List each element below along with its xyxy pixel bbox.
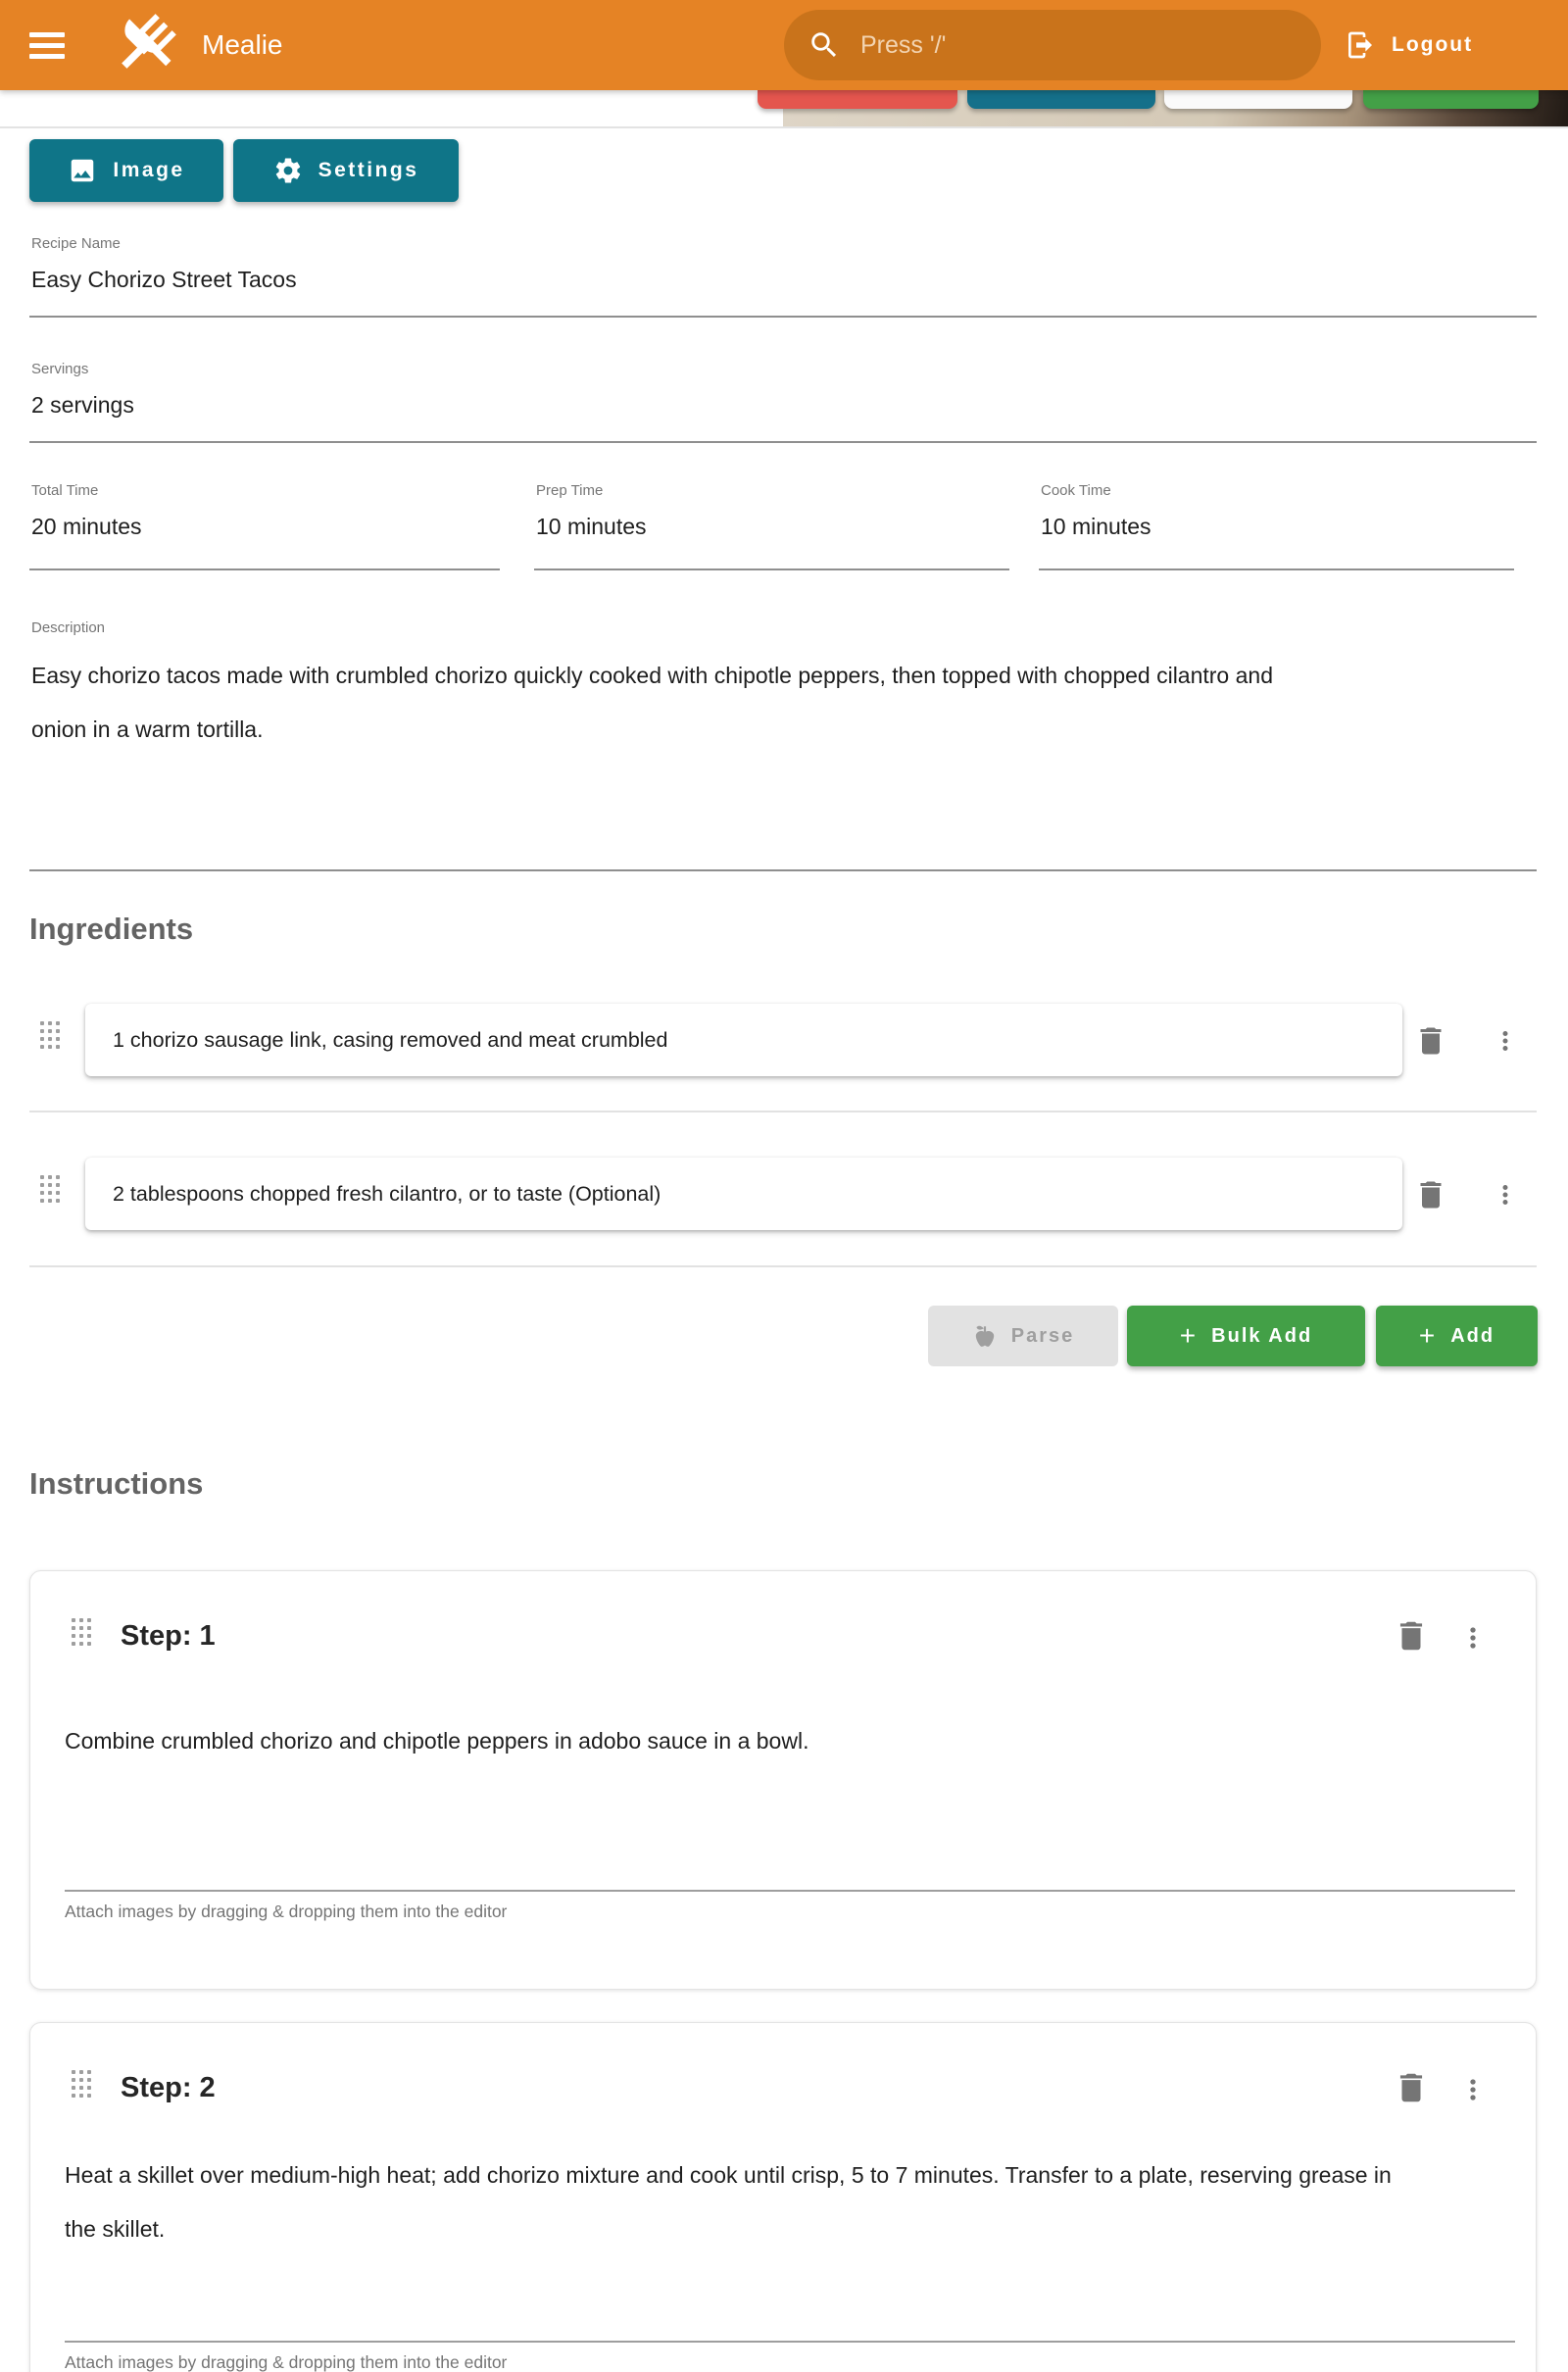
search-bar[interactable] (784, 10, 1321, 80)
settings-button-label: Settings (318, 159, 419, 181)
drag-handle-icon[interactable] (40, 1175, 60, 1203)
ingredient-input[interactable] (85, 1004, 1402, 1076)
delete-ingredient-button[interactable] (1409, 1019, 1452, 1062)
servings-underline (29, 441, 1537, 443)
app-title: Mealie (202, 29, 283, 60)
ingredients-heading: Ingredients (29, 912, 194, 946)
recipe-name-input[interactable] (31, 267, 1501, 293)
settings-button[interactable] (233, 139, 459, 202)
recipe-name-underline (29, 316, 1537, 318)
image-icon (68, 156, 97, 185)
step-card (29, 2022, 1537, 2372)
prep-time-underline (534, 568, 1009, 570)
description-textarea[interactable] (31, 649, 1296, 845)
hero-strip (0, 90, 1568, 128)
drag-handle-icon[interactable] (72, 2070, 91, 2098)
ingredient-menu-button[interactable] (1484, 1173, 1527, 1216)
recipe-name-label: Recipe Name (31, 235, 121, 252)
step-title: Step: 2 (121, 2072, 216, 2103)
instructions-heading: Instructions (29, 1466, 204, 1501)
add-button-label: Add (1450, 1324, 1495, 1347)
app-header (0, 0, 1568, 90)
mealie-logo-icon (110, 10, 180, 80)
total-time-underline (29, 568, 500, 570)
delete-step-button[interactable] (1390, 2066, 1433, 2109)
trash-icon (1393, 1617, 1430, 1655)
description-label: Description (31, 619, 106, 636)
cook-time-underline (1039, 568, 1514, 570)
apple-icon (972, 1323, 998, 1349)
kebab-icon (1491, 1026, 1520, 1056)
plus-icon: + (1418, 1320, 1438, 1351)
prep-time-label: Prep Time (536, 482, 604, 499)
ingredient-divider (29, 1111, 1537, 1112)
logout-button[interactable] (1345, 0, 1473, 90)
ingredient-row (85, 1004, 1402, 1076)
hero-white-button[interactable] (1164, 90, 1352, 109)
gear-icon (273, 156, 303, 185)
total-time-input[interactable] (31, 514, 492, 540)
image-button[interactable] (29, 139, 223, 202)
step-text-editor[interactable]: Heat a skillet over medium-high heat; add chorizo mixture and cook until crisp, 5 to 7 minutes. Transfer to a plate, reserving grease in the skillet. (65, 2162, 1392, 2242)
editor-divider (65, 2341, 1515, 2343)
step-text-editor[interactable]: Combine crumbled chorizo and chipotle peppers in adobo sauce in a bowl. (65, 1728, 809, 1754)
attach-hint: Attach images by dragging & dropping them into the editor (65, 1902, 508, 1921)
parse-button[interactable] (928, 1306, 1118, 1366)
cook-time-label: Cook Time (1041, 482, 1111, 499)
image-button-label: Image (113, 159, 185, 181)
ingredient-divider (29, 1265, 1537, 1267)
parse-button-label: Parse (1010, 1324, 1075, 1347)
hero-red-button[interactable] (758, 90, 957, 109)
logout-icon (1345, 29, 1376, 61)
kebab-icon (1457, 1622, 1489, 1654)
trash-icon (1393, 2069, 1430, 2106)
trash-icon (1413, 1177, 1448, 1212)
servings-input[interactable] (31, 392, 1501, 419)
drag-handle-icon[interactable] (72, 1618, 91, 1646)
hero-green-button[interactable] (1363, 90, 1539, 109)
editor-divider (65, 1890, 1515, 1892)
trash-icon (1413, 1023, 1448, 1059)
ingredient-row (85, 1158, 1402, 1230)
delete-step-button[interactable] (1390, 1614, 1433, 1657)
kebab-icon (1491, 1180, 1520, 1210)
step-card (29, 1570, 1537, 1990)
ingredient-menu-button[interactable] (1484, 1019, 1527, 1062)
plus-icon: + (1179, 1320, 1199, 1351)
step-menu-button[interactable] (1451, 2068, 1494, 2111)
description-underline (29, 869, 1537, 871)
delete-ingredient-button[interactable] (1409, 1173, 1452, 1216)
kebab-icon (1457, 2074, 1489, 2105)
ingredient-input[interactable] (85, 1158, 1402, 1230)
hero-teal-button[interactable] (967, 90, 1155, 109)
prep-time-input[interactable] (536, 514, 997, 540)
step-title: Step: 1 (121, 1620, 216, 1652)
search-icon (808, 28, 841, 62)
logout-label: Logout (1392, 33, 1474, 56)
drag-handle-icon[interactable] (40, 1021, 60, 1049)
search-input[interactable] (858, 30, 1298, 61)
step-menu-button[interactable] (1451, 1616, 1494, 1659)
menu-icon[interactable] (29, 26, 67, 64)
servings-label: Servings (31, 361, 89, 377)
bulk-add-button-label: Bulk Add (1211, 1324, 1313, 1347)
bulk-add-button[interactable] (1127, 1306, 1365, 1366)
attach-hint: Attach images by dragging & dropping them into the editor (65, 2352, 508, 2372)
cook-time-input[interactable] (1041, 514, 1501, 540)
total-time-label: Total Time (31, 482, 99, 499)
add-button[interactable] (1376, 1306, 1538, 1366)
